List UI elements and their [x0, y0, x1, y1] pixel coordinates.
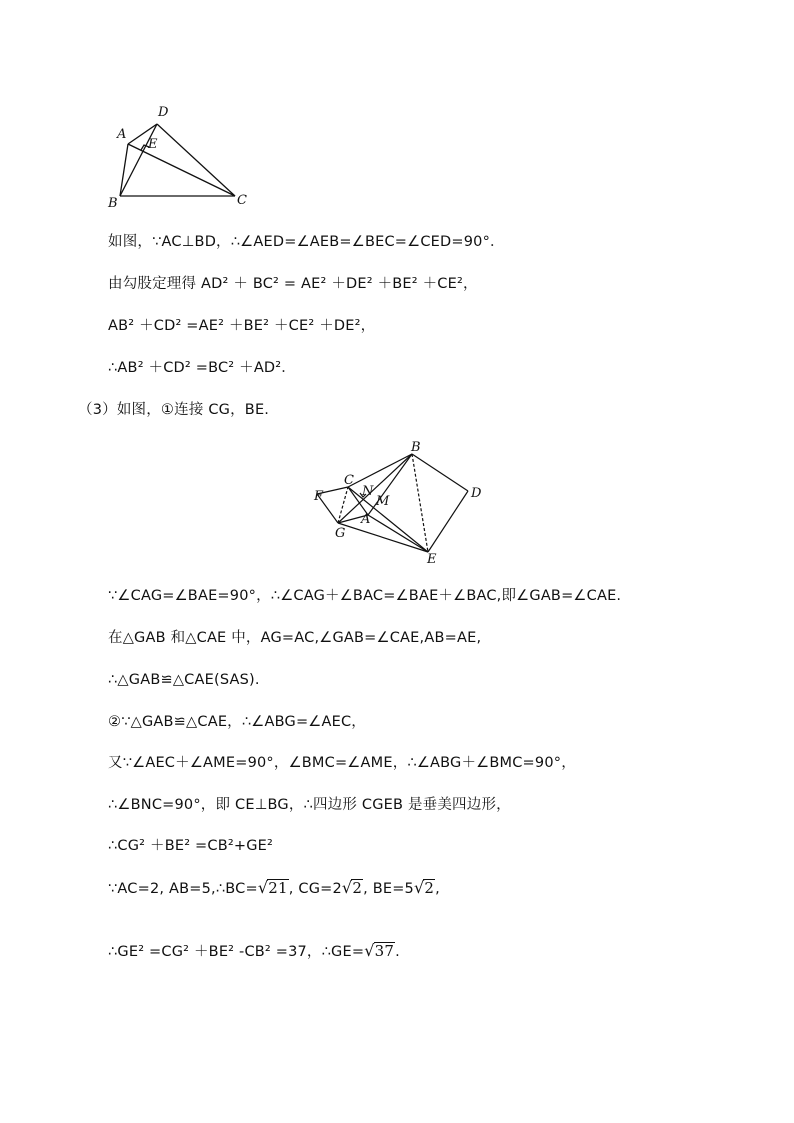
part-3-heading: （3）如图，①连接 CG，BE.	[78, 402, 270, 418]
proof-line-3: AB² ＋CD² =AE² ＋BE² ＋CE² ＋DE²，	[108, 318, 376, 334]
label-B: B	[108, 196, 118, 211]
final-prefix: ∴GE² =CG² ＋BE² -CB² =37，∴GE=	[108, 944, 365, 960]
proof-line-11: ∴CG² ＋BE² =CB²+GE²	[108, 838, 274, 854]
label-B: B	[411, 440, 421, 455]
sqrt-2-cg: √2	[341, 878, 363, 897]
label-C: C	[237, 193, 247, 208]
sqrt-2-be: √2	[413, 878, 435, 897]
proof-line-6: 在△GAB 和△CAE 中，AG=AC,∠GAB=∠CAE,AB=AE,	[108, 630, 482, 646]
segment-EA	[368, 515, 428, 552]
final-suffix: .	[395, 944, 400, 960]
proof-line-2: 由勾股定理得 AD² ＋ BC² = AE² ＋DE² ＋BE² ＋CE²，	[108, 276, 478, 292]
label-A: A	[117, 127, 127, 142]
roots-suffix: ,	[435, 881, 440, 897]
proof-line-9: 又∵∠AEC＋∠AME=90°，∠BMC=∠AME，∴∠ABG＋∠BMC=90°，	[108, 755, 576, 771]
proof-line-10: ∴∠BNC=90°，即 CE⊥BG，∴四边形 CGEB 是垂美四边形，	[108, 797, 511, 813]
label-G: G	[335, 526, 346, 541]
segment-CB	[348, 454, 412, 487]
label-D: D	[471, 486, 482, 501]
label-D: D	[158, 105, 169, 120]
proof-line-1: 如图，∵AC⊥BD，∴∠AED=∠AEB=∠BEC=∠CED=90°．	[108, 234, 505, 250]
segment-BE-dashed	[412, 454, 428, 552]
figure-quadrilateral-1	[100, 100, 260, 215]
segment-GE	[338, 523, 428, 552]
label-F: F	[314, 489, 324, 504]
label-N: N	[362, 484, 374, 499]
segment-BA	[368, 454, 412, 515]
label-A: A	[361, 512, 371, 527]
label-E: E	[427, 552, 437, 565]
segment-DC	[157, 124, 235, 196]
proof-line-7: ∴△GAB≌△CAE(SAS).	[108, 672, 260, 688]
proof-line-final	[108, 941, 400, 962]
segment-BD	[412, 454, 468, 491]
figure-quadrilateral-2	[300, 435, 500, 565]
roots-prefix: ∵AC=2, AB=5,∴BC=	[108, 881, 258, 897]
sqrt-37: √37	[364, 941, 395, 960]
proof-line-4: ∴AB² ＋CD² =BC² ＋AD²．	[108, 360, 297, 376]
be-prefix: , BE=5	[363, 881, 414, 897]
label-E: E	[148, 137, 158, 152]
cg-prefix: , CG=2	[288, 881, 342, 897]
label-M: M	[376, 494, 390, 509]
segment-DE	[428, 491, 468, 552]
proof-line-8: ②∵△GAB≌△CAE，∴∠ABG=∠AEC，	[108, 714, 367, 730]
label-C: C	[344, 473, 354, 488]
proof-line-5: ∵∠CAG=∠BAE=90°，∴∠CAG＋∠BAC=∠BAE＋∠BAC,即∠GAB=∠CAE.	[108, 588, 622, 604]
proof-line-roots	[108, 878, 440, 899]
sqrt-21: √21	[257, 878, 288, 897]
segment-AC	[128, 144, 235, 196]
